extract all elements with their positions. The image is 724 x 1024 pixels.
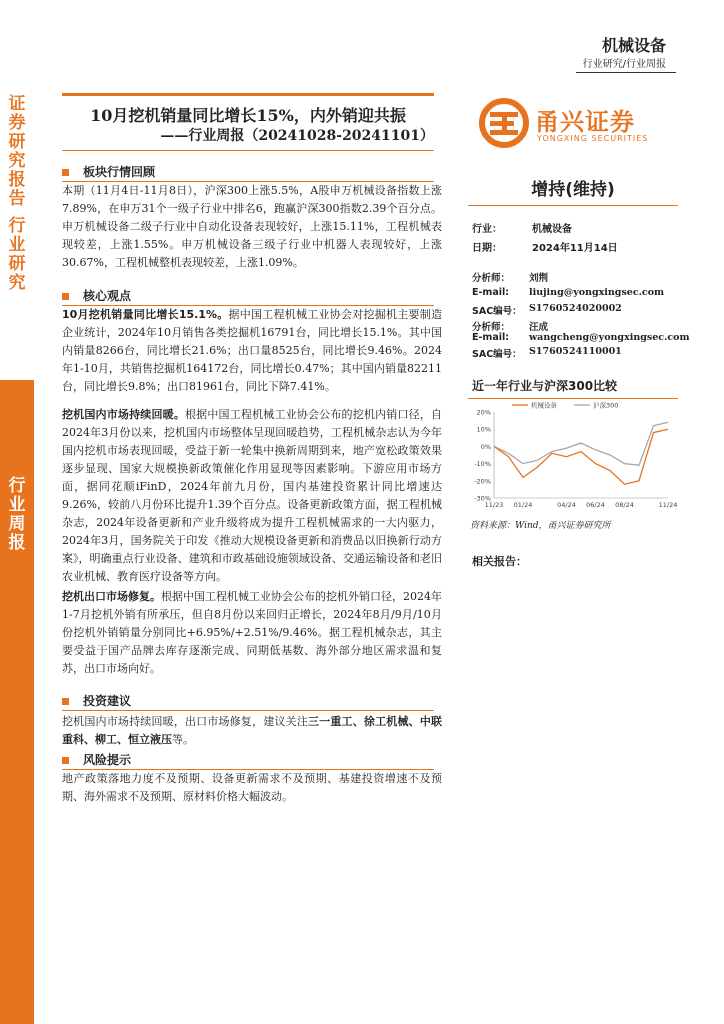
section-divider — [62, 710, 434, 711]
y-tick-label: 10% — [476, 425, 491, 434]
x-tick-label: 11/23 — [484, 501, 504, 509]
side-top-char: 究 — [8, 151, 26, 171]
chart-source: 资料来源：Wind，甬兴证券研究所 — [470, 521, 611, 531]
y-tick-label: 20% — [476, 408, 491, 417]
side-bottom-char: 报 — [8, 533, 26, 553]
core-paragraph-1-body: 据中国工程机械工业协会对挖掘机主要制造企业统计，2024年10月销售各类挖掘机16791台，同比增长15.1%。其中国内销量8266台，同比增长21.6%；出口量8525台，同比增长9.46%。2024年1-10月，共销售挖掘机164172台，同比增长0.47%；其中国内销量82211台，同比增长9.8%；出口81961台，同比下降7.41%。 — [62, 308, 443, 393]
analyst-sac-row: SAC编号： S1760524020002 — [472, 303, 622, 317]
x-tick-label: 01/24 — [513, 501, 533, 509]
core-paragraph-2 — [62, 406, 442, 586]
legend-label: 沪深300 — [593, 401, 619, 410]
side-top-char: 报 — [8, 170, 26, 190]
y-tick-label: -10% — [474, 460, 491, 469]
header-divider — [576, 72, 676, 73]
date-value: 2024年11月14日 — [532, 243, 618, 254]
header-sector: 机械设备 — [601, 36, 666, 55]
invest-paragraph: 挖机国内市场持续回暖，出口市场修复，建议关注三一重工、徐工机械、中联重科、柳工、恒立液压等。 — [62, 715, 442, 746]
side-bottom-char: 周 — [8, 514, 26, 534]
analyst-row: 分析师： 刘荆 — [472, 273, 549, 284]
recommended-stocks: 三一重工、徐工机械、中联重科、柳工、恒立液压 — [62, 715, 442, 746]
analyst-sac-row: SAC编号： S1760524110001 — [472, 346, 622, 360]
industry-row: 行业： 机械设备 — [472, 220, 502, 235]
risk-paragraph: 地产政策落地力度不及预期、设备更新需求不及预期、基建投资增速不及预期、海外需求不及预期、原材料价格大幅波动。 — [62, 772, 442, 803]
review-paragraph: 本期（11月4日-11月8日），沪深300上涨5.5%，A股申万机械设备指数上涨7.89%，在申万31个一级子行业中排名6，跑赢沪深300指数2.39个百分点。申万机械设备二级子行业中自动化设备表现较好，上涨15.11%，工程机械表现较差，上涨1.55%。申万机械设备三级子行业中机器人表现较好，上涨30.67%，工程机械整机表现较差，上涨1.09%。 — [62, 184, 442, 269]
series-line-csi300 — [494, 422, 668, 465]
report-title: 10月挖机销量同比增长15%，内外销迎共振 — [90, 106, 406, 125]
bullet-square-icon — [62, 293, 69, 300]
section-review-heading: 板块行情回顾 — [62, 163, 155, 180]
rating: 增持(维持) — [531, 180, 615, 200]
side-top-char: 业 — [8, 235, 26, 255]
side-top-char: 究 — [8, 273, 26, 293]
section-risk-heading: 风险提示 — [62, 751, 131, 768]
side-bottom-char: 行 — [8, 476, 26, 496]
analyst-email-row[interactable]: E-mail: wangcheng@yongxingsec.com — [472, 332, 690, 343]
core-paragraph-3-body: 根据中国工程机械工业协会公布的挖机外销口径，2024年1-7月挖机外销有所承压，但自8月份以来回归正增长，2024年8月/9月/10月份挖机外销销量分别同比+6.95%/+2.51%/9.46%。据工程机械杂志，其主要受益于国产品牌去库存逐渐完成、同期低基数、海外部分地区需求温和复苏，出口市场向好。 — [62, 590, 442, 675]
bullet-square-icon — [62, 757, 69, 764]
section-invest-heading: 投资建议 — [62, 692, 131, 709]
y-tick-label: -30% — [474, 494, 491, 503]
side-top-char: 券 — [8, 113, 26, 133]
date-row: 日期： 2024年11月14日 — [472, 239, 502, 254]
core-paragraph-2-lead: 挖机国内市场持续回暖。 — [62, 408, 185, 421]
rating-divider — [468, 205, 678, 206]
core-paragraph-1 — [62, 306, 442, 396]
logo-en-text: YONGXING SECURITIES — [537, 134, 649, 143]
report-subtitle: ——行业周报（20241028-20241101） — [160, 128, 434, 144]
core-paragraph-1-lead: 10月挖机销量同比增长15.1%。 — [62, 308, 229, 321]
yongxing-logo-icon — [478, 98, 530, 148]
y-tick-label: -20% — [474, 477, 491, 486]
side-top-char: 行 — [8, 216, 26, 236]
x-tick-label: 04/24 — [557, 501, 576, 509]
header-subtitle: 行业研究/行业周报 — [582, 59, 666, 70]
industry-vs-csi300-chart — [462, 400, 678, 520]
section-core-heading: 核心观点 — [62, 287, 131, 304]
side-label-report-type — [4, 95, 30, 293]
bullet-square-icon — [62, 169, 69, 176]
core-paragraph-2-body: 根据中国工程机械工业协会公布的挖机内销口径，自2024年3月份以来，挖机国内市场整体呈现回暖趋势，工程机械杂志认为今年国内挖机市场表现回暖，受益于新一轮集中换新周期到来，地产宽松政策效果逐步显现、国家大规模换新政策催化作用显现等因素影响。下游应用市场方面，据同花顺iFinD，2024年前九月份，国内基建投资累计同比增速达9.26%，较前八月份环比提升1.39个百分点。设备更新政策方面，据工程机械杂志，2024年设备更新和产业升级将成为提升工程机械需求的一大内驱力，2024年3月，国务院关于印发《推动大规模设备更新和消费品以旧换新行动方案》，明确重点行业设备、建筑和市政基础设施领域设备、交通运输设备和老旧农业机械、教育医疗设备等方向。 — [62, 408, 442, 583]
title-top-bar — [62, 93, 434, 96]
logo-cn-text: 甬兴证券 — [535, 108, 635, 136]
side-top-char: 告 — [8, 189, 26, 209]
legend-label: 机械设备 — [531, 401, 557, 410]
core-paragraph-3 — [62, 588, 442, 678]
chart-divider — [468, 398, 678, 399]
x-tick-label: 08/24 — [615, 501, 634, 509]
x-tick-label: 11/24 — [658, 501, 678, 509]
side-bottom-char: 业 — [8, 495, 26, 515]
analyst-email-row[interactable]: E-mail: liujing@yongxingsec.com — [472, 287, 665, 298]
core-paragraph-3-lead: 挖机出口市场修复。 — [62, 590, 161, 603]
industry-value: 机械设备 — [532, 224, 572, 235]
chart-title: 近一年行业与沪深300比较 — [472, 379, 618, 393]
x-tick-label: 06/24 — [586, 501, 605, 509]
y-tick-label: 0% — [480, 442, 491, 451]
title-divider — [62, 150, 434, 151]
side-label-weekly — [4, 477, 30, 553]
related-reports-heading: 相关报告： — [472, 555, 527, 568]
analyst-row: 分析师： 汪成 — [472, 322, 549, 333]
bullet-square-icon — [62, 698, 69, 705]
side-top-char: 研 — [8, 132, 26, 152]
side-top-char: 研 — [8, 254, 26, 274]
side-top-char: 证 — [8, 94, 26, 114]
